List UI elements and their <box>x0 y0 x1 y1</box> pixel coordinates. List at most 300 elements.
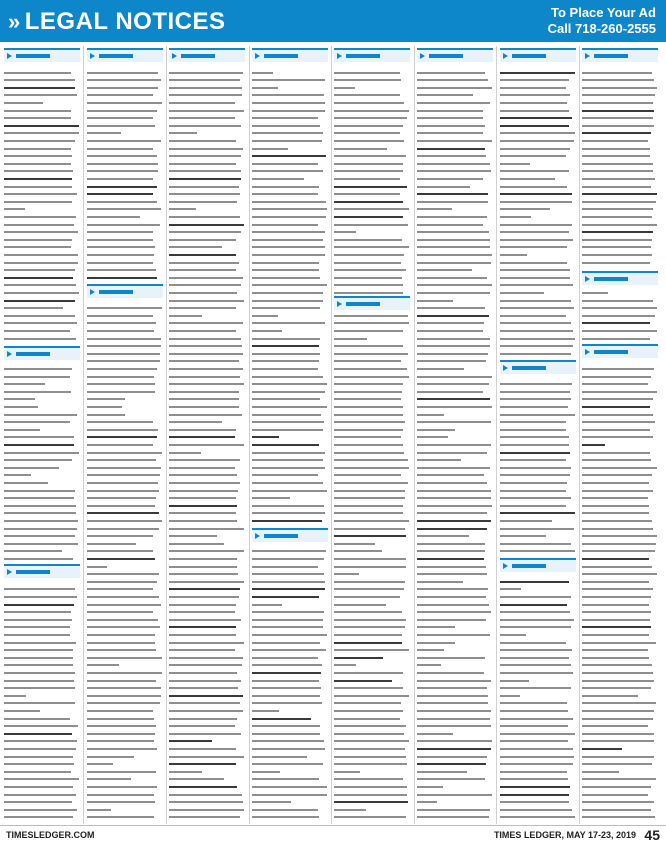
notice-text-line <box>500 391 570 393</box>
notice-text-line <box>252 809 318 811</box>
notice-text-line <box>169 778 224 780</box>
notice-text-line <box>4 322 77 324</box>
notice-text-line <box>169 170 241 172</box>
notice-text-line <box>417 680 491 682</box>
notice-text-line <box>417 558 484 560</box>
notice-text-line <box>417 148 485 150</box>
notice-text-line <box>169 94 242 96</box>
notice-text-line <box>417 642 455 644</box>
legal-section-header <box>582 48 658 62</box>
notice-text-line <box>252 307 320 309</box>
notice-text-line <box>4 277 73 279</box>
notice-text-line <box>334 193 400 195</box>
notice-text-line <box>334 201 403 203</box>
notice-text-line <box>582 186 651 188</box>
notice-text-line <box>87 163 158 165</box>
notice-text-line <box>582 307 657 309</box>
notice-text-line <box>417 634 490 636</box>
notice-text-line <box>582 604 649 606</box>
notice-text-line <box>417 452 487 454</box>
notice-text-line <box>252 467 325 469</box>
notice-text-line <box>334 178 400 180</box>
legal-section-header <box>500 360 576 374</box>
notice-text-line <box>417 353 488 355</box>
notice-text-line <box>417 490 491 492</box>
notice-text-line <box>4 452 79 454</box>
notice-text-line <box>169 657 243 659</box>
notice-text-line <box>582 581 649 583</box>
notice-text-line <box>252 170 323 172</box>
notice-text-line <box>582 702 656 704</box>
notice-text-line <box>169 512 236 514</box>
notice-text-line <box>252 664 322 666</box>
notice-text-line <box>4 604 74 606</box>
notice-text-line <box>252 566 318 568</box>
notice-text-line <box>4 482 48 484</box>
notice-text-line <box>169 801 243 803</box>
notice-text-line <box>582 239 652 241</box>
notice-text-line <box>582 254 652 256</box>
notice-text-line <box>87 695 161 697</box>
notice-text-line <box>4 148 71 150</box>
notice-text-line <box>334 725 406 727</box>
notice-text-line <box>500 452 570 454</box>
notice-text-line <box>417 94 473 96</box>
notice-text-line <box>417 474 484 476</box>
column-rule <box>83 46 84 824</box>
notice-text-line <box>87 72 158 74</box>
notice-text-line <box>500 262 567 264</box>
notice-text-line <box>417 300 453 302</box>
notice-text-line <box>417 505 492 507</box>
notice-text-line <box>4 163 71 165</box>
notice-text-line <box>334 132 400 134</box>
notice-text-line <box>500 642 566 644</box>
notice-text-line <box>582 725 648 727</box>
notice-text-line <box>334 452 404 454</box>
notice-text-line <box>252 733 320 735</box>
notice-text-line <box>169 87 242 89</box>
notice-text-line <box>252 756 307 758</box>
notice-text-line <box>417 254 492 256</box>
notice-text-line <box>334 338 367 340</box>
notice-text-line <box>169 588 240 590</box>
notice-text-line <box>169 246 222 248</box>
notice-text-line <box>417 87 492 89</box>
column-rule <box>414 46 415 824</box>
notice-text-line <box>252 322 325 324</box>
notice-text-line <box>582 611 651 613</box>
notice-text-line <box>87 490 159 492</box>
notice-text-line <box>500 680 529 682</box>
notice-text-line <box>334 596 400 598</box>
notice-text-line <box>87 452 162 454</box>
notice-text-line <box>252 345 319 347</box>
notice-text-line <box>334 702 401 704</box>
notice-text-line <box>252 794 327 796</box>
legal-section-header <box>417 48 493 62</box>
notice-text-line <box>417 664 441 666</box>
notice-text-line <box>169 277 243 279</box>
notice-text-line <box>500 634 526 636</box>
notice-text-line <box>417 687 487 689</box>
notice-text-line <box>87 330 154 332</box>
notice-text-line <box>334 421 405 423</box>
notice-text-line <box>169 254 236 256</box>
notice-text-line <box>582 634 649 636</box>
notice-text-line <box>87 619 158 621</box>
notice-text-line <box>334 809 366 811</box>
notice-text-line <box>87 429 158 431</box>
notice-text-line <box>582 748 622 750</box>
notice-text-line <box>417 72 485 74</box>
notice-text-line <box>169 330 236 332</box>
notice-text-line <box>252 695 320 697</box>
notice-text-line <box>582 816 655 818</box>
notice-text-line <box>252 239 323 241</box>
notice-text-line <box>334 231 356 233</box>
notice-text-line <box>500 125 569 127</box>
notice-text-line <box>169 216 240 218</box>
notice-text-line <box>334 573 359 575</box>
notice-text-line <box>500 497 571 499</box>
notice-text-line <box>252 520 322 522</box>
notice-text-line <box>169 353 243 355</box>
notice-column <box>417 46 493 824</box>
notice-text-line <box>334 520 409 522</box>
notice-text-line <box>169 376 240 378</box>
notice-text-line <box>582 368 654 370</box>
notice-text-line <box>169 756 244 758</box>
notice-text-line <box>500 224 572 226</box>
notice-text-line <box>169 269 236 271</box>
notice-text-line <box>334 292 403 294</box>
column-rule <box>496 46 497 824</box>
notice-text-line <box>252 771 280 773</box>
notice-text-line <box>252 482 323 484</box>
notice-text-line <box>4 391 71 393</box>
notice-text-line <box>4 649 73 651</box>
notice-text-line <box>334 345 403 347</box>
notice-text-line <box>4 94 77 96</box>
notice-text-line <box>169 581 244 583</box>
notice-text-line <box>252 596 319 598</box>
notice-text-line <box>500 459 566 461</box>
notice-text-line <box>169 406 239 408</box>
notice-text-line <box>417 117 483 119</box>
notice-text-line <box>417 79 488 81</box>
notice-text-line <box>417 368 464 370</box>
notice-text-line <box>334 444 403 446</box>
notice-text-line <box>4 208 25 210</box>
notice-text-line <box>87 756 134 758</box>
notice-text-line <box>334 505 403 507</box>
notice-text-line <box>500 102 567 104</box>
notice-text-line <box>4 778 79 780</box>
notice-text-line <box>417 619 486 621</box>
notice-text-line <box>334 778 403 780</box>
notice-text-line <box>252 558 324 560</box>
notice-text-line <box>334 72 400 74</box>
legal-section-header <box>334 296 410 310</box>
notice-text-line <box>417 740 492 742</box>
notice-text-line <box>87 474 160 476</box>
notice-text-line <box>582 201 656 203</box>
notice-text-line <box>4 376 70 378</box>
notice-text-line <box>582 467 657 469</box>
notice-text-line <box>169 505 237 507</box>
notice-text-line <box>334 186 407 188</box>
notice-text-line <box>582 110 654 112</box>
page-footer <box>0 825 666 846</box>
notice-text-line <box>4 262 78 264</box>
notice-text-line <box>87 497 156 499</box>
notice-text-line <box>417 718 490 720</box>
notice-text-line <box>334 680 392 682</box>
notice-text-line <box>4 588 75 590</box>
notice-text-line <box>582 680 654 682</box>
notice-text-line <box>4 178 72 180</box>
notice-text-line <box>417 193 488 195</box>
notice-text-line <box>500 733 575 735</box>
notice-text-line <box>4 718 70 720</box>
notice-text-line <box>334 611 402 613</box>
notice-text-line <box>87 657 162 659</box>
notice-text-line <box>417 794 492 796</box>
notice-text-line <box>4 429 40 431</box>
notice-text-line <box>252 619 323 621</box>
notice-text-line <box>582 300 653 302</box>
notice-text-line <box>4 680 74 682</box>
notice-text-line <box>417 132 483 134</box>
notice-text-line <box>252 224 318 226</box>
notice-text-line <box>500 512 575 514</box>
notice-text-line <box>252 391 325 393</box>
notice-text-line <box>252 634 327 636</box>
notice-text-line <box>500 710 568 712</box>
notice-text-line <box>582 132 651 134</box>
notice-text-line <box>4 490 75 492</box>
notice-text-line <box>500 254 527 256</box>
notice-text-line <box>334 672 403 674</box>
notice-text-line <box>87 414 125 416</box>
notice-text-line <box>252 292 323 294</box>
notice-text-line <box>169 680 241 682</box>
notice-text-line <box>334 246 409 248</box>
notice-text-line <box>334 657 383 659</box>
notice-text-line <box>417 429 455 431</box>
notice-text-line <box>4 117 71 119</box>
notice-text-line <box>334 794 407 796</box>
notice-text-line <box>334 315 408 317</box>
notice-text-line <box>500 649 572 651</box>
notice-text-line <box>87 208 161 210</box>
notice-text-line <box>87 672 162 674</box>
notice-text-line <box>582 649 648 651</box>
notice-text-line <box>87 307 162 309</box>
notice-text-line <box>87 117 153 119</box>
notice-text-line <box>334 801 408 803</box>
notice-text-line <box>252 315 278 317</box>
notice-text-line <box>4 201 72 203</box>
notice-text-line <box>417 315 489 317</box>
notice-text-line <box>417 626 455 628</box>
notice-text-line <box>169 809 244 811</box>
notice-text-line <box>500 421 566 423</box>
notice-text-line <box>582 117 653 119</box>
notice-text-line <box>169 193 240 195</box>
notice-text-line <box>4 125 79 127</box>
footer-issue: TIMES LEDGER, MAY 17-23, 2019 <box>493 830 636 840</box>
notice-text-line <box>417 406 492 408</box>
notice-text-line <box>500 284 573 286</box>
notice-text-line <box>500 702 567 704</box>
notice-text-line <box>169 520 237 522</box>
notice-text-line <box>582 429 650 431</box>
notice-text-line <box>4 459 72 461</box>
notice-text-line <box>87 269 156 271</box>
notice-text-line <box>417 345 490 347</box>
notice-text-line <box>87 786 157 788</box>
notice-text-line <box>169 391 239 393</box>
notice-text-line <box>582 642 656 644</box>
notice-text-line <box>500 72 575 74</box>
notice-text-line <box>582 733 654 735</box>
notice-text-line <box>169 368 243 370</box>
notice-text-line <box>417 702 488 704</box>
notice-text-line <box>334 148 387 150</box>
notice-text-line <box>334 360 401 362</box>
notice-text-line <box>87 748 157 750</box>
notice-text-line <box>87 231 153 233</box>
notice-text-line <box>169 748 236 750</box>
notice-text-line <box>500 505 566 507</box>
notice-text-line <box>252 102 325 104</box>
notice-text-line <box>87 566 107 568</box>
notice-text-line <box>334 490 405 492</box>
notice-text-line <box>417 482 487 484</box>
notice-text-line <box>87 482 158 484</box>
notice-text-line <box>582 338 650 340</box>
notice-text-line <box>252 718 311 720</box>
notice-text-line <box>252 429 323 431</box>
notice-text-line <box>4 702 75 704</box>
notice-text-line <box>417 520 491 522</box>
notice-text-line <box>500 687 571 689</box>
notice-text-line <box>169 307 236 309</box>
notice-text-line <box>582 558 649 560</box>
notice-text-line <box>4 186 72 188</box>
notice-text-line <box>4 284 76 286</box>
notice-text-line <box>582 763 652 765</box>
notice-text-line <box>582 756 654 758</box>
notice-text-line <box>582 535 657 537</box>
notice-text-line <box>87 702 160 704</box>
notice-text-line <box>334 163 403 165</box>
notice-text-line <box>87 140 161 142</box>
notice-text-line <box>252 642 320 644</box>
notice-column <box>500 46 576 824</box>
notice-text-line <box>87 505 155 507</box>
notice-text-line <box>252 277 320 279</box>
notice-text-line <box>252 497 290 499</box>
notice-text-line <box>582 246 651 248</box>
notice-text-line <box>169 224 244 226</box>
legal-section-header <box>169 48 245 62</box>
notice-text-line <box>500 246 567 248</box>
notice-text-line <box>334 398 401 400</box>
notice-text-line <box>500 550 575 552</box>
notice-text-line <box>252 155 326 157</box>
notice-text-line <box>582 573 657 575</box>
notice-text-line <box>582 794 648 796</box>
notice-text-line <box>169 398 239 400</box>
notice-text-line <box>252 117 318 119</box>
notice-text-line <box>334 786 407 788</box>
notice-text-line <box>169 710 243 712</box>
notice-text-line <box>500 322 571 324</box>
notice-text-line <box>417 360 486 362</box>
notice-text-line <box>169 626 236 628</box>
notice-text-line <box>582 786 651 788</box>
notice-text-line <box>87 763 113 765</box>
notice-text-line <box>169 231 241 233</box>
notice-text-line <box>169 558 237 560</box>
notice-text-line <box>500 467 571 469</box>
notice-text-line <box>252 672 321 674</box>
notice-text-line <box>4 687 75 689</box>
notice-text-line <box>169 360 239 362</box>
notice-text-line <box>582 79 654 81</box>
notice-text-line <box>417 277 487 279</box>
notice-text-line <box>4 444 74 446</box>
notice-text-line <box>582 512 649 514</box>
notice-text-line <box>417 801 437 803</box>
notice-text-line <box>417 581 463 583</box>
notice-text-line <box>87 338 161 340</box>
notice-text-line <box>417 756 487 758</box>
notice-text-line <box>582 566 652 568</box>
notice-text-line <box>500 725 568 727</box>
notice-text-line <box>252 353 320 355</box>
notice-text-line <box>4 801 72 803</box>
notice-text-line <box>500 588 521 590</box>
notice-text-line <box>334 102 404 104</box>
notice-text-line <box>87 132 121 134</box>
notice-text-line <box>500 482 567 484</box>
notice-text-line <box>500 801 569 803</box>
notice-text-line <box>87 550 153 552</box>
notice-text-line <box>500 771 567 773</box>
legal-section-header <box>87 48 163 62</box>
notice-text-line <box>417 649 444 651</box>
notice-text-line <box>4 626 70 628</box>
notice-text-line <box>500 581 569 583</box>
notice-text-line <box>582 94 655 96</box>
legal-section-header <box>252 48 328 62</box>
notice-text-line <box>252 398 320 400</box>
notice-text-line <box>417 604 489 606</box>
notice-text-line <box>4 110 71 112</box>
notice-text-line <box>169 467 235 469</box>
notice-text-line <box>582 292 608 294</box>
notice-text-line <box>252 254 325 256</box>
notice-text-line <box>582 528 653 530</box>
notice-text-line <box>582 155 650 157</box>
notice-text-line <box>4 794 76 796</box>
notice-text-line <box>4 619 72 621</box>
notice-text-line <box>582 778 656 780</box>
